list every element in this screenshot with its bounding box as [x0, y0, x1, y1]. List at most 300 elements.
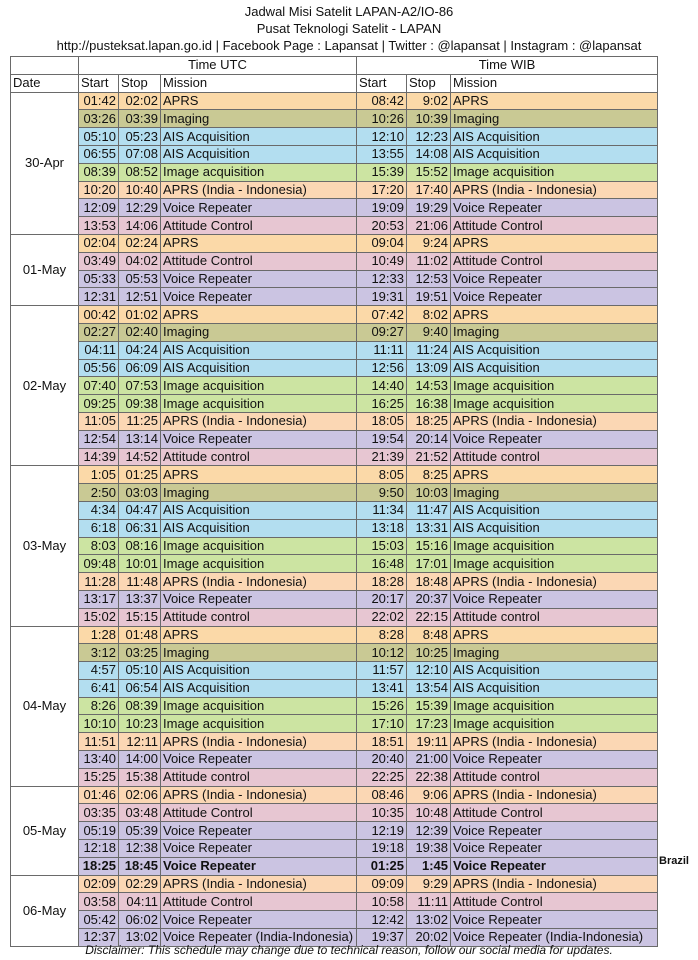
schedule-row	[11, 163, 658, 181]
wib-stop-cell: 13:09	[407, 359, 451, 377]
utc-mission-cell: APRS (India - Indonesia)	[161, 412, 357, 430]
wib-start-cell: 10:12	[357, 644, 407, 662]
schedule-row	[11, 840, 658, 858]
wib-stop-cell: 16:38	[407, 395, 451, 413]
utc-start-cell: 13:17	[79, 590, 119, 608]
wib-stop-cell: 11:11	[407, 893, 451, 911]
utc-mission-cell: Voice Repeater	[161, 822, 357, 840]
schedule-row	[11, 644, 658, 662]
wib-start-cell: 12:33	[357, 270, 407, 288]
wib-start-cell: 18:05	[357, 412, 407, 430]
utc-stop-cell: 01:02	[119, 306, 161, 324]
wib-start-cell: 8:28	[357, 626, 407, 644]
wib-start-cell: 12:19	[357, 822, 407, 840]
schedule-row	[11, 92, 658, 110]
wib-stop-cell: 15:39	[407, 697, 451, 715]
utc-mission-cell: Attitude Control	[161, 252, 357, 270]
wib-start-cell: 18:51	[357, 733, 407, 751]
wib-start-cell: 10:35	[357, 804, 407, 822]
date-cell: 04-May	[11, 626, 79, 786]
utc-start-cell: 09:48	[79, 555, 119, 573]
wib-mission-cell: Attitude control	[451, 448, 658, 466]
utc-stop-cell: 06:31	[119, 519, 161, 537]
wib-mission-cell: Imaging	[451, 484, 658, 502]
utc-mission-cell: Imaging	[161, 323, 357, 341]
wib-start-cell: 09:27	[357, 323, 407, 341]
schedule-row	[11, 768, 658, 786]
utc-stop-cell: 05:53	[119, 270, 161, 288]
wib-stop-cell: 17:23	[407, 715, 451, 733]
wib-mission-cell: APRS (India - Indonesia)	[451, 181, 658, 199]
schedule-row	[11, 128, 658, 146]
schedule-row	[11, 430, 658, 448]
utc-start-cell: 07:40	[79, 377, 119, 395]
wib-mission-cell: Imaging	[451, 644, 658, 662]
wib-start-cell: 15:39	[357, 163, 407, 181]
utc-stop-cell: 05:23	[119, 128, 161, 146]
wib-stop-cell: 11:47	[407, 501, 451, 519]
wib-mission-cell: Image acquisition	[451, 715, 658, 733]
utc-start-cell: 03:26	[79, 110, 119, 128]
wib-start-cell: 19:37	[357, 929, 407, 947]
schedule-row	[11, 395, 658, 413]
utc-mission-cell: Voice Repeater	[161, 911, 357, 929]
utc-mission-cell: APRS	[161, 306, 357, 324]
schedule-row	[11, 377, 658, 395]
wib-mission-cell: Imaging	[451, 110, 658, 128]
schedule-row	[11, 323, 658, 341]
utc-stop-cell: 14:06	[119, 217, 161, 235]
schedule-row	[11, 484, 658, 502]
wib-stop-cell: 17:01	[407, 555, 451, 573]
wib-mission-cell: Voice Repeater	[451, 430, 658, 448]
wib-stop-cell: 10:48	[407, 804, 451, 822]
schedule-row	[11, 270, 658, 288]
wib-start-cell: 18:28	[357, 573, 407, 591]
utc-mission-cell: APRS	[161, 92, 357, 110]
wib-mission-cell: Voice Repeater	[451, 199, 658, 217]
wib-stop-cell: 19:38	[407, 840, 451, 858]
wib-start-cell: 12:42	[357, 911, 407, 929]
utc-stop-cell: 10:23	[119, 715, 161, 733]
utc-mission-cell: APRS	[161, 466, 357, 484]
disclaimer: Disclaimer: This schedule may change due to technical reason, follow our social media for updates.	[85, 943, 613, 957]
wib-stop-cell: 19:11	[407, 733, 451, 751]
utc-mission-cell: Image acquisition	[161, 555, 357, 573]
utc-stop-cell: 02:02	[119, 92, 161, 110]
utc-start-cell: 12:54	[79, 430, 119, 448]
utc-stop-cell: 03:03	[119, 484, 161, 502]
wib-mission-cell: Attitude control	[451, 608, 658, 626]
brazil-note: Brazil	[659, 855, 689, 867]
wib-stop-cell: 20:14	[407, 430, 451, 448]
utc-mission-cell: Attitude Control	[161, 804, 357, 822]
wib-mission-cell: AIS Acquisition	[451, 128, 658, 146]
utc-mission-cell: Attitude Control	[161, 217, 357, 235]
utc-mission-cell: AIS Acquisition	[161, 341, 357, 359]
utc-mission-cell: Attitude control	[161, 608, 357, 626]
header-blank	[11, 57, 79, 75]
utc-start-cell: 6:41	[79, 679, 119, 697]
utc-stop-cell: 13:14	[119, 430, 161, 448]
schedule-row	[11, 181, 658, 199]
utc-start-cell: 3:12	[79, 644, 119, 662]
utc-start-cell: 12:37	[79, 929, 119, 947]
utc-mission-cell: Image acquisition	[161, 395, 357, 413]
utc-start-cell: 01:42	[79, 92, 119, 110]
utc-mission-cell: Image acquisition	[161, 715, 357, 733]
utc-start-cell: 05:19	[79, 822, 119, 840]
wib-start-cell: 20:53	[357, 217, 407, 235]
wib-stop-cell: 11:02	[407, 252, 451, 270]
utc-mission-cell: AIS Acquisition	[161, 679, 357, 697]
wib-mission-cell: Image acquisition	[451, 555, 658, 573]
wib-stop-cell: 13:31	[407, 519, 451, 537]
wib-start-cell: 19:54	[357, 430, 407, 448]
schedule-row	[11, 519, 658, 537]
schedule-row	[11, 359, 658, 377]
schedule-row	[11, 875, 658, 893]
date-column-header: Date	[11, 74, 79, 92]
wib-mission-cell: Attitude Control	[451, 804, 658, 822]
utc-mission-cell: APRS (India - Indonesia)	[161, 875, 357, 893]
wib-mission-cell: AIS Acquisition	[451, 359, 658, 377]
utc-start-cell: 8:26	[79, 697, 119, 715]
wib-stop-cell: 21:06	[407, 217, 451, 235]
column-header-row	[11, 74, 658, 92]
wib-start-cell: 20:40	[357, 751, 407, 769]
utc-start-cell: 15:25	[79, 768, 119, 786]
utc-mission-cell: Voice Repeater	[161, 430, 357, 448]
utc-stop-cell: 13:37	[119, 590, 161, 608]
wib-mission-cell: AIS Acquisition	[451, 341, 658, 359]
schedule-row	[11, 234, 658, 252]
schedule-table	[10, 56, 658, 947]
utc-mission-cell: Attitude control	[161, 768, 357, 786]
wib-start-cell: 10:58	[357, 893, 407, 911]
schedule-row	[11, 110, 658, 128]
utc-start-cell: 03:49	[79, 252, 119, 270]
wib-mission-cell: APRS (India - Indonesia)	[451, 573, 658, 591]
utc-mission-cell: Imaging	[161, 110, 357, 128]
utc-mission-cell: APRS	[161, 234, 357, 252]
wib-stop-cell: 22:38	[407, 768, 451, 786]
wib-mission-cell: AIS Acquisition	[451, 501, 658, 519]
utc-stop-cell: 05:10	[119, 662, 161, 680]
utc-mission-cell: Voice Repeater	[161, 857, 357, 875]
wib-start-cell: 17:20	[357, 181, 407, 199]
utc-stop-cell: 15:15	[119, 608, 161, 626]
utc-start-cell: 4:34	[79, 501, 119, 519]
utc-stop-cell: 13:02	[119, 929, 161, 947]
date-cell: 02-May	[11, 306, 79, 466]
wib-mission-cell: AIS Acquisition	[451, 145, 658, 163]
schedule-row	[11, 573, 658, 591]
utc-mission-cell: Voice Repeater	[161, 270, 357, 288]
wib-stop-cell: 12:23	[407, 128, 451, 146]
utc-mission-cell: Image acquisition	[161, 377, 357, 395]
wib-mission-cell: Attitude Control	[451, 217, 658, 235]
wib-start-cell: 17:10	[357, 715, 407, 733]
utc-stop-cell: 12:29	[119, 199, 161, 217]
utc-mission-cell: APRS (India - Indonesia)	[161, 573, 357, 591]
utc-start-column-header: Start	[79, 74, 119, 92]
wib-start-cell: 15:03	[357, 537, 407, 555]
wib-start-cell: 19:18	[357, 840, 407, 858]
utc-stop-cell: 08:16	[119, 537, 161, 555]
utc-stop-cell: 12:38	[119, 840, 161, 858]
group-header-row	[11, 57, 658, 75]
wib-stop-cell: 8:02	[407, 306, 451, 324]
schedule-title: Jadwal Misi Satelit LAPAN-A2/IO-86	[244, 4, 454, 19]
utc-stop-cell: 06:02	[119, 911, 161, 929]
wib-mission-cell: Image acquisition	[451, 697, 658, 715]
wib-stop-cell: 13:02	[407, 911, 451, 929]
wib-mission-cell: APRS	[451, 466, 658, 484]
utc-start-cell: 05:56	[79, 359, 119, 377]
wib-mission-cell: AIS Acquisition	[451, 662, 658, 680]
utc-start-cell: 12:31	[79, 288, 119, 306]
utc-mission-cell: APRS (India - Indonesia)	[161, 786, 357, 804]
utc-stop-cell: 11:48	[119, 573, 161, 591]
wib-stop-cell: 20:37	[407, 590, 451, 608]
utc-mission-cell: Attitude Control	[161, 893, 357, 911]
wib-start-cell: 22:25	[357, 768, 407, 786]
time-wib-header: Time WIB	[357, 57, 658, 75]
wib-mission-cell: APRS (India - Indonesia)	[451, 786, 658, 804]
utc-start-cell: 05:42	[79, 911, 119, 929]
utc-mission-cell: Voice Repeater (India-Indonesia)	[161, 929, 357, 947]
wib-start-cell: 09:09	[357, 875, 407, 893]
wib-mission-cell: APRS (India - Indonesia)	[451, 875, 658, 893]
wib-mission-cell: Voice Repeater (India-Indonesia)	[451, 929, 658, 947]
wib-stop-cell: 19:51	[407, 288, 451, 306]
wib-mission-cell: Image acquisition	[451, 377, 658, 395]
wib-stop-cell: 21:52	[407, 448, 451, 466]
wib-stop-cell: 17:40	[407, 181, 451, 199]
wib-stop-cell: 14:53	[407, 377, 451, 395]
utc-start-cell: 00:42	[79, 306, 119, 324]
schedule-row	[11, 306, 658, 324]
wib-start-cell: 21:39	[357, 448, 407, 466]
utc-mission-cell: Voice Repeater	[161, 288, 357, 306]
utc-start-cell: 2:50	[79, 484, 119, 502]
wib-mission-cell: Image acquisition	[451, 537, 658, 555]
utc-start-cell: 03:58	[79, 893, 119, 911]
contact-links: http://pusteksat.lapan.go.id | Facebook Page : Lapansat | Twitter : @lapansat | Instagram : @lapansat	[56, 38, 642, 53]
utc-stop-cell: 03:48	[119, 804, 161, 822]
schedule-row	[11, 608, 658, 626]
utc-start-cell: 05:33	[79, 270, 119, 288]
wib-stop-cell: 20:02	[407, 929, 451, 947]
wib-stop-cell: 12:39	[407, 822, 451, 840]
utc-mission-cell: Voice Repeater	[161, 199, 357, 217]
wib-mission-cell: AIS Acquisition	[451, 519, 658, 537]
utc-stop-cell: 02:29	[119, 875, 161, 893]
wib-stop-cell: 21:00	[407, 751, 451, 769]
utc-start-cell: 14:39	[79, 448, 119, 466]
utc-start-cell: 1:05	[79, 466, 119, 484]
wib-mission-cell: Voice Repeater	[451, 590, 658, 608]
wib-mission-cell: AIS Acquisition	[451, 679, 658, 697]
wib-start-cell: 13:41	[357, 679, 407, 697]
utc-start-cell: 03:35	[79, 804, 119, 822]
utc-stop-cell: 14:00	[119, 751, 161, 769]
wib-mission-cell: Attitude Control	[451, 252, 658, 270]
wib-start-cell: 12:10	[357, 128, 407, 146]
utc-stop-cell: 03:25	[119, 644, 161, 662]
wib-stop-cell: 10:03	[407, 484, 451, 502]
utc-stop-cell: 04:02	[119, 252, 161, 270]
utc-stop-cell: 02:40	[119, 323, 161, 341]
utc-stop-cell: 10:40	[119, 181, 161, 199]
wib-start-cell: 14:40	[357, 377, 407, 395]
utc-mission-column-header: Mission	[161, 74, 357, 92]
wib-start-cell: 15:26	[357, 697, 407, 715]
wib-stop-cell: 9:29	[407, 875, 451, 893]
schedule-row	[11, 412, 658, 430]
utc-stop-cell: 03:39	[119, 110, 161, 128]
wib-stop-cell: 9:24	[407, 234, 451, 252]
wib-mission-cell: Voice Repeater	[451, 840, 658, 858]
utc-mission-cell: AIS Acquisition	[161, 501, 357, 519]
wib-mission-cell: Voice Repeater	[451, 822, 658, 840]
schedule-row	[11, 590, 658, 608]
wib-mission-cell: APRS	[451, 92, 658, 110]
utc-mission-cell: APRS	[161, 626, 357, 644]
utc-start-cell: 11:05	[79, 412, 119, 430]
utc-mission-cell: Image acquisition	[161, 697, 357, 715]
date-cell: 01-May	[11, 234, 79, 305]
wib-start-cell: 19:09	[357, 199, 407, 217]
schedule-row	[11, 679, 658, 697]
wib-stop-column-header: Stop	[407, 74, 451, 92]
wib-stop-cell: 8:48	[407, 626, 451, 644]
wib-start-cell: 11:11	[357, 341, 407, 359]
utc-start-cell: 1:28	[79, 626, 119, 644]
utc-mission-cell: AIS Acquisition	[161, 359, 357, 377]
schedule-row	[11, 341, 658, 359]
wib-start-cell: 19:31	[357, 288, 407, 306]
utc-start-cell: 02:04	[79, 234, 119, 252]
schedule-row	[11, 715, 658, 733]
utc-stop-cell: 11:25	[119, 412, 161, 430]
utc-start-cell: 06:55	[79, 145, 119, 163]
utc-start-cell: 12:18	[79, 840, 119, 858]
wib-start-cell: 08:46	[357, 786, 407, 804]
utc-start-cell: 09:25	[79, 395, 119, 413]
utc-start-cell: 4:57	[79, 662, 119, 680]
wib-start-cell: 10:26	[357, 110, 407, 128]
utc-mission-cell: APRS (India - Indonesia)	[161, 733, 357, 751]
utc-stop-cell: 12:51	[119, 288, 161, 306]
wib-mission-cell: APRS (India - Indonesia)	[451, 412, 658, 430]
utc-start-cell: 10:10	[79, 715, 119, 733]
utc-mission-cell: APRS (India - Indonesia)	[161, 181, 357, 199]
utc-stop-cell: 06:54	[119, 679, 161, 697]
wib-mission-cell: Attitude control	[451, 768, 658, 786]
wib-mission-cell: APRS	[451, 626, 658, 644]
wib-stop-cell: 12:10	[407, 662, 451, 680]
schedule-row	[11, 501, 658, 519]
utc-mission-cell: Imaging	[161, 644, 357, 662]
wib-start-cell: 11:57	[357, 662, 407, 680]
utc-start-cell: 13:40	[79, 751, 119, 769]
wib-mission-cell: Attitude Control	[451, 893, 658, 911]
wib-mission-cell: Voice Repeater	[451, 751, 658, 769]
date-cell: 06-May	[11, 875, 79, 946]
wib-stop-cell: 12:53	[407, 270, 451, 288]
utc-start-cell: 05:10	[79, 128, 119, 146]
wib-start-cell: 9:50	[357, 484, 407, 502]
utc-start-cell: 18:25	[79, 857, 119, 875]
schedule-row	[11, 537, 658, 555]
utc-start-cell: 11:51	[79, 733, 119, 751]
schedule-row	[11, 697, 658, 715]
wib-stop-cell: 11:24	[407, 341, 451, 359]
wib-start-cell: 8:05	[357, 466, 407, 484]
wib-mission-cell: Image acquisition	[451, 395, 658, 413]
utc-stop-cell: 08:39	[119, 697, 161, 715]
wib-stop-cell: 14:08	[407, 145, 451, 163]
wib-start-cell: 20:17	[357, 590, 407, 608]
utc-stop-cell: 09:38	[119, 395, 161, 413]
utc-start-cell: 02:09	[79, 875, 119, 893]
utc-stop-cell: 08:52	[119, 163, 161, 181]
organization-subtitle: Pusat Teknologi Satelit - LAPAN	[256, 21, 442, 36]
utc-stop-cell: 14:52	[119, 448, 161, 466]
wib-stop-cell: 9:02	[407, 92, 451, 110]
wib-stop-cell: 9:06	[407, 786, 451, 804]
utc-stop-cell: 04:11	[119, 893, 161, 911]
schedule-row	[11, 733, 658, 751]
schedule-row	[11, 626, 658, 644]
utc-mission-cell: AIS Acquisition	[161, 145, 357, 163]
schedule-row	[11, 145, 658, 163]
wib-start-cell: 16:48	[357, 555, 407, 573]
schedule-row	[11, 448, 658, 466]
schedule-row	[11, 893, 658, 911]
wib-stop-cell: 15:16	[407, 537, 451, 555]
schedule-row	[11, 217, 658, 235]
wib-start-cell: 16:25	[357, 395, 407, 413]
utc-stop-cell: 18:45	[119, 857, 161, 875]
wib-mission-cell: APRS	[451, 306, 658, 324]
schedule-body	[11, 57, 658, 947]
utc-mission-cell: Imaging	[161, 484, 357, 502]
schedule-row	[11, 786, 658, 804]
wib-start-cell: 22:02	[357, 608, 407, 626]
wib-mission-cell: APRS (India - Indonesia)	[451, 733, 658, 751]
wib-mission-cell: Voice Repeater	[451, 270, 658, 288]
utc-start-cell: 01:46	[79, 786, 119, 804]
wib-mission-cell: APRS	[451, 234, 658, 252]
schedule-row	[11, 911, 658, 929]
utc-stop-cell: 02:06	[119, 786, 161, 804]
utc-stop-cell: 07:08	[119, 145, 161, 163]
date-cell: 03-May	[11, 466, 79, 626]
utc-stop-cell: 12:11	[119, 733, 161, 751]
wib-stop-cell: 10:25	[407, 644, 451, 662]
utc-stop-cell: 01:25	[119, 466, 161, 484]
utc-mission-cell: AIS Acquisition	[161, 128, 357, 146]
date-cell: 30-Apr	[11, 92, 79, 234]
wib-stop-cell: 1:45	[407, 857, 451, 875]
wib-mission-cell: Voice Repeater	[451, 857, 658, 875]
wib-mission-cell: Voice Repeater	[451, 911, 658, 929]
wib-start-cell: 08:42	[357, 92, 407, 110]
wib-stop-cell: 8:25	[407, 466, 451, 484]
